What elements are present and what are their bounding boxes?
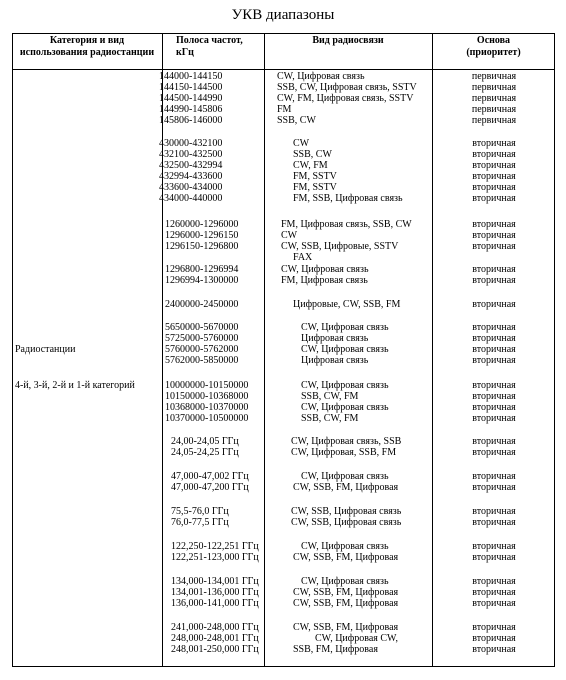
mode-cell: CW, Цифровая связь bbox=[281, 264, 369, 275]
band-cell: 122,251-123,000 ГГц bbox=[171, 552, 259, 563]
priority-cell: вторичная bbox=[472, 633, 516, 644]
priority-cell: вторичная bbox=[472, 264, 516, 275]
priority-cell: вторичная bbox=[472, 275, 516, 286]
band-cell: 76,0-77,5 ГГц bbox=[171, 517, 229, 528]
band-cell: 248,000-248,001 ГГц bbox=[171, 633, 259, 644]
band-cell: 24,00-24,05 ГГц bbox=[171, 436, 239, 447]
priority-cell: вторичная bbox=[472, 241, 516, 252]
priority-cell: вторичная bbox=[472, 541, 516, 552]
priority-cell: вторичная bbox=[472, 576, 516, 587]
band-cell: 10150000-10368000 bbox=[165, 391, 249, 402]
priority-cell: вторичная bbox=[472, 219, 516, 230]
band-cell: 144000-144150 bbox=[159, 71, 223, 82]
band-cell: 1260000-1296000 bbox=[165, 219, 239, 230]
mode-cell: CW, FM, Цифровая связь, SSTV bbox=[277, 93, 414, 104]
priority-cell: первичная bbox=[471, 71, 517, 82]
priority-cell: первичная bbox=[471, 93, 517, 104]
band-cell: 5650000-5670000 bbox=[165, 322, 239, 333]
mode-cell: FM, Цифровая связь, SSB, CW bbox=[281, 219, 412, 230]
mode-cell: CW, SSB, FM, Цифровая bbox=[293, 598, 399, 609]
mode-cell: FM, SSTV bbox=[293, 182, 337, 193]
band-cell: 122,250-122,251 ГГц bbox=[171, 541, 259, 552]
band-cell: 5762000-5850000 bbox=[165, 355, 239, 366]
band-cell: 432100-432500 bbox=[159, 149, 223, 160]
mode-cell: CW, Цифровая CW, bbox=[315, 633, 399, 644]
mode-cell: CW, Цифровая связь bbox=[277, 71, 365, 82]
mode-cell: CW bbox=[281, 230, 298, 241]
priority-cell: вторичная bbox=[472, 517, 516, 528]
band-cell: 144150-144500 bbox=[159, 82, 223, 93]
mode-cell: CW, Цифровая связь bbox=[301, 344, 389, 355]
priority-cell: вторичная bbox=[472, 471, 516, 482]
mode-cell: Цифровая связь bbox=[301, 355, 369, 366]
priority-cell: вторичная bbox=[472, 230, 516, 241]
mode-cell: SSB, CW bbox=[293, 149, 332, 160]
band-cell: 145806-146000 bbox=[159, 115, 223, 126]
page-title: УКВ диапазоны bbox=[231, 7, 335, 23]
mode-cell: CW, FM bbox=[293, 160, 328, 171]
priority-cell: вторичная bbox=[472, 380, 516, 391]
header-priority-line: (приоритет) bbox=[466, 47, 521, 58]
mode-cell: CW, Цифровая связь, SSB bbox=[291, 436, 402, 447]
header-priority-line: Основа bbox=[476, 35, 511, 46]
mode-cell: SSB, CW, FM bbox=[301, 391, 359, 402]
mode-cell: CW, Цифровая, SSB, FM bbox=[291, 447, 397, 458]
mode-cell: FM bbox=[277, 104, 292, 115]
mode-cell: SSB, FM, Цифровая bbox=[293, 644, 378, 655]
band-cell: 248,001-250,000 ГГц bbox=[171, 644, 259, 655]
mode-cell: CW, Цифровая связь bbox=[301, 402, 389, 413]
priority-cell: вторичная bbox=[472, 413, 516, 424]
priority-cell: первичная bbox=[471, 104, 517, 115]
priority-cell: первичная bbox=[471, 82, 517, 93]
priority-cell: вторичная bbox=[472, 171, 516, 182]
band-cell: 433600-434000 bbox=[159, 182, 223, 193]
priority-cell: первичная bbox=[471, 115, 517, 126]
mode-cell: SSB, CW, FM bbox=[301, 413, 359, 424]
column-divider bbox=[162, 34, 163, 666]
priority-cell: вторичная bbox=[472, 355, 516, 366]
bands-table bbox=[12, 33, 555, 667]
header-band-line: кГц bbox=[176, 47, 194, 58]
priority-cell: вторичная bbox=[472, 391, 516, 402]
header-category-line: Категория и вид bbox=[49, 35, 125, 46]
mode-cell: Цифровые, CW, SSB, FM bbox=[293, 299, 401, 310]
priority-cell: вторичная bbox=[472, 552, 516, 563]
header-divider bbox=[13, 69, 554, 70]
band-cell: 144500-144990 bbox=[159, 93, 223, 104]
mode-cell: SSB, CW bbox=[277, 115, 316, 126]
priority-cell: вторичная bbox=[472, 193, 516, 204]
header-mode-line: Вид радиосвязи bbox=[312, 35, 384, 46]
band-cell: 2400000-2450000 bbox=[165, 299, 239, 310]
header-band bbox=[176, 35, 276, 59]
priority-cell: вторичная bbox=[472, 622, 516, 633]
mode-cell: CW, Цифровая связь bbox=[301, 322, 389, 333]
mode-cell: CW, Цифровая связь bbox=[301, 576, 389, 587]
band-cell: 47,000-47,002 ГГц bbox=[171, 471, 249, 482]
priority-cell: вторичная bbox=[472, 160, 516, 171]
header-band-line: Полоса частот, bbox=[176, 35, 243, 46]
mode-cell: CW, SSB, Цифровая связь bbox=[291, 506, 402, 517]
band-cell: 434000-440000 bbox=[159, 193, 223, 204]
band-cell: 5725000-5760000 bbox=[165, 333, 239, 344]
priority-cell: вторичная bbox=[472, 182, 516, 193]
priority-cell: вторичная bbox=[472, 436, 516, 447]
band-cell: 136,000-141,000 ГГц bbox=[171, 598, 259, 609]
band-cell: 430000-432100 bbox=[159, 138, 223, 149]
column-divider bbox=[264, 34, 265, 666]
band-cell: 47,000-47,200 ГГц bbox=[171, 482, 249, 493]
band-cell: 134,001-136,000 ГГц bbox=[171, 587, 259, 598]
category-cell bbox=[15, 320, 135, 416]
header-priority bbox=[432, 35, 555, 59]
priority-cell: вторичная bbox=[472, 322, 516, 333]
mode-cell: CW, Цифровая связь bbox=[301, 471, 389, 482]
band-cell: 5760000-5762000 bbox=[165, 344, 239, 355]
priority-cell: вторичная bbox=[472, 506, 516, 517]
band-cell: 432994-433600 bbox=[159, 171, 223, 182]
priority-cell: вторичная bbox=[472, 644, 516, 655]
category-line: 4-й, 3-й, 2-й и 1-й категорий bbox=[15, 380, 135, 391]
mode-cell: CW, SSB, FM, Цифровая bbox=[293, 552, 399, 563]
priority-cell: вторичная bbox=[472, 138, 516, 149]
priority-cell: вторичная bbox=[472, 587, 516, 598]
band-cell: 1296150-1296800 bbox=[165, 241, 239, 252]
mode-cell: FM, SSTV bbox=[293, 171, 337, 182]
mode-cell: CW bbox=[293, 138, 310, 149]
band-cell: 144990-145806 bbox=[159, 104, 223, 115]
band-cell: 1296000-1296150 bbox=[165, 230, 239, 241]
mode-cell: Цифровая связь bbox=[301, 333, 369, 344]
priority-cell: вторичная bbox=[472, 402, 516, 413]
priority-cell: вторичная bbox=[472, 344, 516, 355]
mode-cell: FM, SSB, Цифровая связь bbox=[293, 193, 403, 204]
band-cell: 75,5-76,0 ГГц bbox=[171, 506, 229, 517]
band-cell: 10368000-10370000 bbox=[165, 402, 249, 413]
band-cell: 10000000-10150000 bbox=[165, 380, 249, 391]
priority-cell: вторичная bbox=[472, 149, 516, 160]
band-cell: 134,000-134,001 ГГц bbox=[171, 576, 259, 587]
band-cell: 10370000-10500000 bbox=[165, 413, 249, 424]
mode-cell: CW, Цифровая связь bbox=[301, 541, 389, 552]
priority-cell: вторичная bbox=[472, 482, 516, 493]
mode-cell: CW, Цифровая связь bbox=[301, 380, 389, 391]
mode-cell: FAX bbox=[293, 252, 313, 263]
band-cell: 432500-432994 bbox=[159, 160, 223, 171]
priority-cell: вторичная bbox=[472, 333, 516, 344]
priority-cell: вторичная bbox=[472, 598, 516, 609]
mode-cell: CW, SSB, Цифровая связь bbox=[291, 517, 402, 528]
header-category-line: использования радиостанции bbox=[19, 47, 155, 58]
mode-cell: CW, SSB, Цифровые, SSTV bbox=[281, 241, 399, 252]
priority-cell: вторичная bbox=[472, 447, 516, 458]
mode-cell: CW, SSB, FM, Цифровая bbox=[293, 587, 399, 598]
category-line: Радиостанции bbox=[15, 344, 76, 355]
band-cell: 1296800-1296994 bbox=[165, 264, 239, 275]
header-mode bbox=[264, 35, 432, 47]
band-cell: 241,000-248,000 ГГц bbox=[171, 622, 259, 633]
band-cell: 1296994-1300000 bbox=[165, 275, 239, 286]
priority-cell: вторичная bbox=[472, 299, 516, 310]
header-category bbox=[15, 35, 159, 59]
mode-cell: CW, SSB, FM, Цифровая bbox=[293, 482, 399, 493]
mode-cell: CW, SSB, FM, Цифровая bbox=[293, 622, 399, 633]
mode-cell: FM, Цифровая связь bbox=[281, 275, 368, 286]
mode-cell: SSB, CW, Цифровая связь, SSTV bbox=[277, 82, 417, 93]
band-cell: 24,05-24,25 ГГц bbox=[171, 447, 239, 458]
